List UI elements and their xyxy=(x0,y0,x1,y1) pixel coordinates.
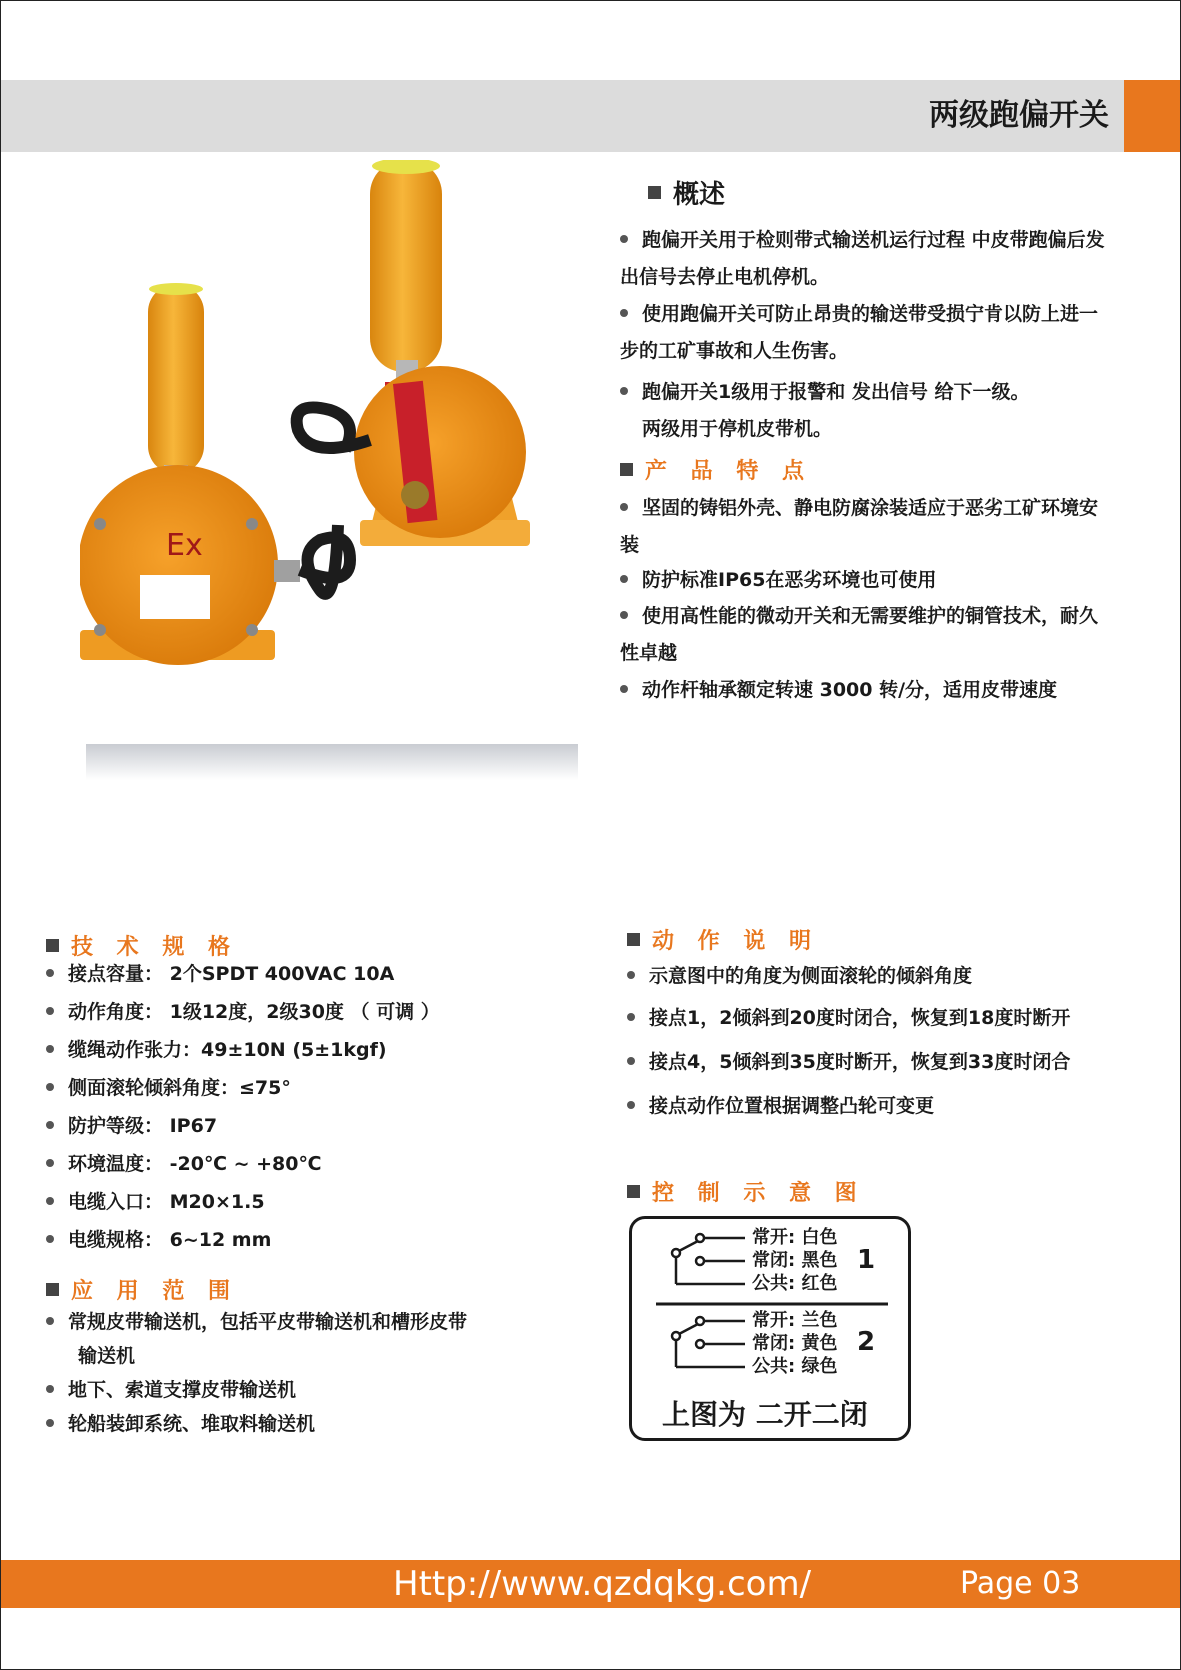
bullet-icon xyxy=(620,235,628,243)
spec-item: 电缆规格： 6~12 mm xyxy=(46,1222,271,1259)
bullet-icon xyxy=(627,1013,635,1021)
bullet-icon xyxy=(46,1235,54,1243)
specs-heading: 技 术 规 格 xyxy=(46,930,238,961)
bullet-icon xyxy=(627,1057,635,1065)
spec-item: 侧面滚轮倾斜角度：≤75° xyxy=(46,1070,291,1107)
spec-item: 防护等级： IP67 xyxy=(46,1108,217,1145)
square-bullet-icon xyxy=(620,463,633,476)
group2-no-label: 常开: 兰色 xyxy=(752,1310,838,1331)
control-heading: 控 制 示 意 图 xyxy=(627,1176,865,1207)
spec-item: 电缆入口： M20×1.5 xyxy=(46,1184,265,1221)
housing-right xyxy=(354,366,526,538)
bullet-icon xyxy=(620,685,628,693)
group2-nc-label: 常闭: 黄色 xyxy=(752,1333,838,1354)
image-reflection xyxy=(86,744,578,780)
header-accent xyxy=(1124,80,1180,152)
square-bullet-icon xyxy=(648,186,661,199)
overview-item: 使用跑偏开关可防止昂贵的输送带受损宁肯以防上进一 步的工矿事故和人生伤害。 xyxy=(620,303,1099,362)
bullet-icon xyxy=(620,503,628,511)
group2-com-label: 公共: 绿色 xyxy=(752,1356,838,1377)
bullet-icon xyxy=(46,1317,54,1325)
housing-left xyxy=(80,465,278,665)
application-item: 常规皮带输送机，包括平皮带输送机和槽形皮带 输送机 xyxy=(46,1304,467,1371)
bullet-icon xyxy=(46,1197,54,1205)
square-bullet-icon xyxy=(46,1283,59,1296)
page-title: 两级跑偏开关 xyxy=(929,98,1109,133)
overview-item: 跑偏开关1级用于报警和 发出信号 给下一级。 两级用于停机皮带机。 xyxy=(620,374,1160,448)
bullet-icon xyxy=(620,611,628,619)
bullet-icon xyxy=(46,1385,54,1393)
bullet-icon xyxy=(46,1121,54,1129)
action-item: 示意图中的角度为侧面滚轮的倾斜角度 xyxy=(627,958,972,995)
bullet-icon xyxy=(620,309,628,317)
diagram-caption: 上图为 二开二闭 xyxy=(662,1398,868,1431)
roller-left xyxy=(148,284,204,474)
bullet-icon xyxy=(46,1083,54,1091)
nameplate-window xyxy=(140,575,210,619)
bullet-icon xyxy=(46,1159,54,1167)
application-item: 轮船装卸系统、堆取料输送机 xyxy=(46,1406,315,1443)
square-bullet-icon xyxy=(627,933,640,946)
applications-heading: 应 用 范 围 xyxy=(46,1274,238,1305)
group1-number: 1 xyxy=(857,1245,876,1275)
bullet-icon xyxy=(46,969,54,977)
square-bullet-icon xyxy=(627,1185,640,1198)
website-link[interactable]: Http://www.qzdqkg.com/ xyxy=(393,1564,812,1604)
features-item: 防护标准IP65在恶劣环境也可使用 xyxy=(620,562,1160,599)
features-item: 使用高性能的微动开关和无需要维护的铜管技术，耐久 性卓越 xyxy=(620,605,1099,664)
control-diagram xyxy=(629,1216,911,1441)
bullet-icon xyxy=(46,1419,54,1427)
square-bullet-icon xyxy=(46,939,59,952)
action-heading: 动 作 说 明 xyxy=(627,924,819,955)
bullet-icon xyxy=(46,1045,54,1053)
group1-com-label: 公共: 红色 xyxy=(752,1273,838,1294)
features-item: 动作杆轴承额定转速 3000 转/分，适用皮带速度 xyxy=(620,672,1160,709)
application-item: 地下、索道支撑皮带输送机 xyxy=(46,1372,296,1409)
product-image xyxy=(80,160,580,720)
overview-item: 跑偏开关用于检则带式输送机运行过程 中皮带跑偏后发 出信号去停止电机停机。 xyxy=(620,229,1105,288)
roller-right xyxy=(370,160,442,372)
bullet-icon xyxy=(620,575,628,583)
action-item: 接点4，5倾斜到35度时断开，恢复到33度时闭合 xyxy=(627,1044,1070,1081)
group2-number: 2 xyxy=(857,1327,876,1357)
bullet-icon xyxy=(627,971,635,979)
spec-item: 接点容量： 2个SPDT 400VAC 10A xyxy=(46,956,394,993)
ex-mark: Ex xyxy=(166,528,203,563)
bullet-icon xyxy=(46,1007,54,1015)
page-number: Page 03 xyxy=(960,1566,1081,1601)
group1-no-label: 常开: 白色 xyxy=(752,1227,838,1248)
spec-item: 缆绳动作张力：49±10N (5±1kgf) xyxy=(46,1032,387,1069)
group1-nc-label: 常闭: 黑色 xyxy=(752,1250,838,1271)
spec-item: 环境温度： -20℃ ~ +80℃ xyxy=(46,1146,321,1183)
spec-item: 动作角度： 1级12度，2级30度 （ 可调 ） xyxy=(46,994,440,1031)
action-item: 接点动作位置根据调整凸轮可变更 xyxy=(627,1088,934,1125)
features-item: 坚固的铸铝外壳、静电防腐涂装适应于恶劣工矿环境安 装 xyxy=(620,497,1099,556)
overview-heading: 概述 xyxy=(648,174,725,211)
features-heading: 产 品 特 点 xyxy=(620,454,812,485)
bullet-icon xyxy=(620,387,628,395)
bullet-icon xyxy=(627,1101,635,1109)
action-item: 接点1，2倾斜到20度时闭合，恢复到18度时断开 xyxy=(627,1000,1070,1037)
